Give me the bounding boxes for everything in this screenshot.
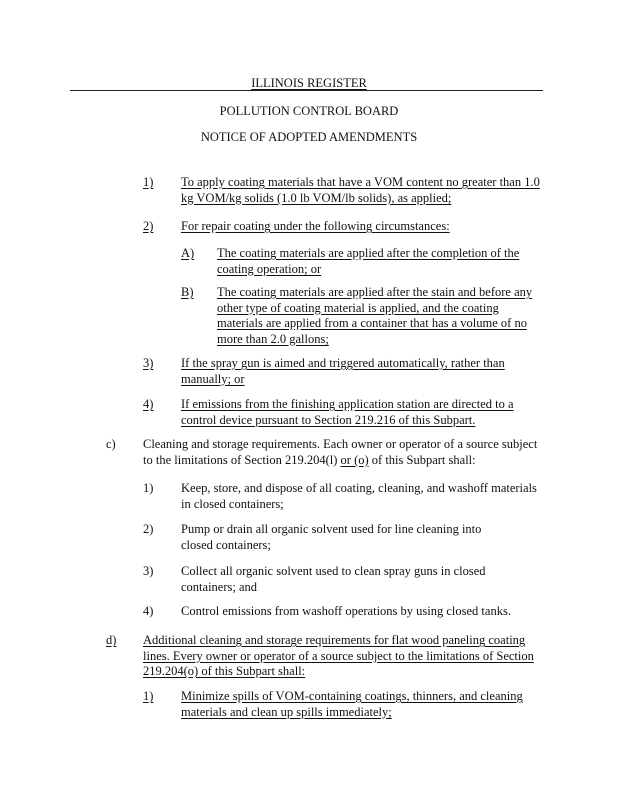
item-1-label: 1)	[143, 175, 154, 189]
item-c3-label: 3)	[143, 564, 154, 578]
item-c2-label: 2)	[143, 522, 154, 536]
section-c-text	[143, 437, 543, 468]
item-c3-text: Collect all organic solvent used to clean spray guns in closed containers; and	[181, 564, 486, 594]
item-c4-label: 4)	[143, 604, 154, 618]
item-2b-label: B)	[181, 285, 194, 299]
item-2a-text: The coating materials are applied after the completion of the coating operation; or	[217, 246, 520, 276]
item-2a-label: A)	[181, 246, 195, 260]
item-c1-text: Keep, store, and dispose of all coating, cleaning, and washoff materials in closed containers;	[181, 481, 537, 511]
register-title: ILLINOIS REGISTER	[251, 76, 367, 90]
item-c1-label: 1)	[143, 481, 154, 495]
section-d-text: Additional cleaning and storage requirements for flat wood paneling coating lines. Every owner or operator of a source subject to the limitations of Section 219.204(o) of this Subpart shall:	[143, 633, 534, 678]
board-name: POLLUTION CONTROL BOARD	[219, 104, 399, 118]
header-rule	[70, 90, 543, 91]
item-2-text: For repair coating under the following circumstances:	[181, 219, 450, 233]
item-d1-label: 1)	[143, 689, 154, 703]
item-c2-text: Pump or drain all organic solvent used for line cleaning into closed containers;	[181, 522, 482, 552]
section-c-text-part1: Cleaning and storage requirements. Each owner or operator of a source subject to the limitations of Section 219.204(l)	[143, 437, 538, 467]
section-c-text-part2: of this Subpart shall:	[368, 452, 476, 467]
section-c-text-underlined: or (o)	[340, 452, 369, 467]
item-4-text: If emissions from the finishing application station are directed to a control device pursuant to Section 219.216 of this Subpart.	[181, 397, 514, 427]
item-d1-text: Minimize spills of VOM-containing coatings, thinners, and cleaning materials and clean up spills immediately;	[181, 689, 523, 719]
section-d-label: d)	[106, 633, 117, 647]
item-1-text: To apply coating materials that have a VOM content no greater than 1.0 kg VOM/kg solids (1.0 lb VOM/lb solids), as applied;	[181, 175, 540, 205]
section-c-label: c)	[106, 437, 116, 451]
item-2-label: 2)	[143, 219, 154, 233]
item-2b-text: The coating materials are applied after the stain and before any other type of coating material is applied, and the coating materials are applied from a container that has a volume of no more than 2.0 gallons;	[217, 285, 533, 346]
item-4-label: 4)	[143, 397, 154, 411]
item-3-text: If the spray gun is aimed and triggered automatically, rather than manually; or	[181, 356, 505, 386]
item-c4-text: Control emissions from washoff operations by using closed tanks.	[181, 604, 511, 618]
notice-title: NOTICE OF ADOPTED AMENDMENTS	[200, 130, 418, 144]
item-3-label: 3)	[143, 356, 154, 370]
